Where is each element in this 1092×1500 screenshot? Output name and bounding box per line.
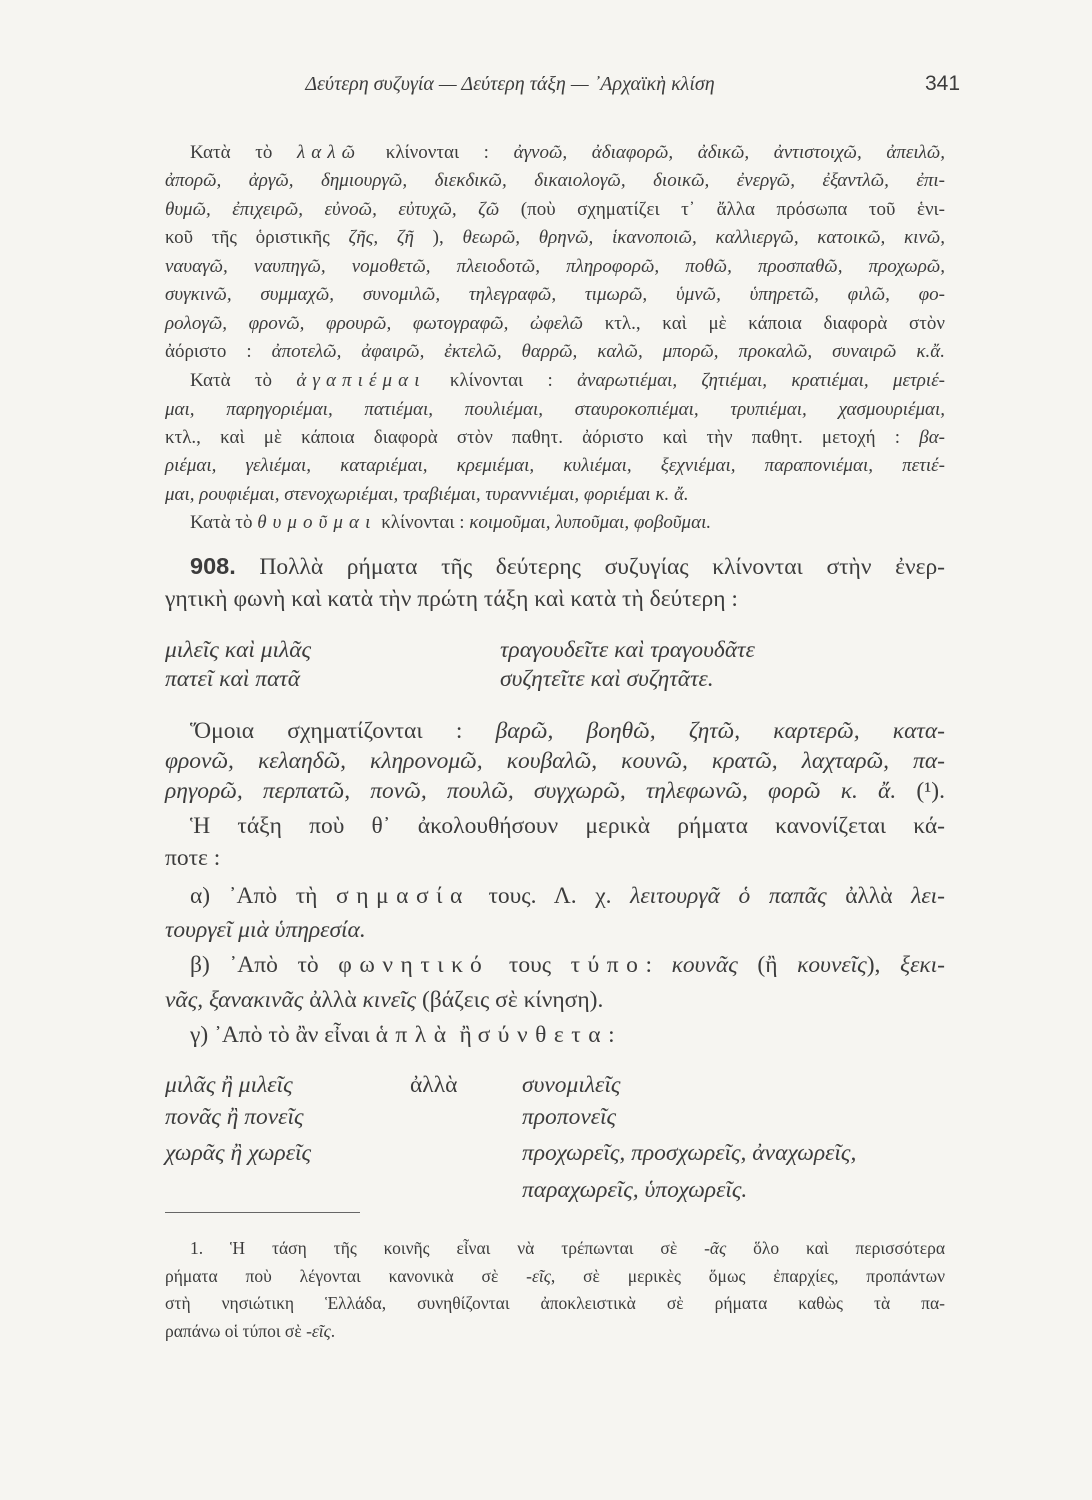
compound-table-cell: παραχωρεῖς, ὑποχωρεῖς. xyxy=(522,1177,748,1203)
text-run: Κατὰ τὸ xyxy=(190,141,297,163)
text-run: 1. Ἡ τάση τῆς κοινῆς εἶναι νὰ τρέπωνται σὲ xyxy=(190,1238,705,1259)
text-run: θυμοῦμαι xyxy=(257,511,377,533)
text-run: ξεκι- xyxy=(900,952,946,979)
text-line xyxy=(165,228,945,247)
text-line xyxy=(165,750,945,774)
text-line xyxy=(165,342,945,361)
text-run: γητικὴ φωνὴ καὶ κατὰ τὴν πρώτη τάξη καὶ κατὰ τὴ δεύτερη : xyxy=(165,586,738,613)
text-line xyxy=(190,1024,945,1048)
text-line xyxy=(165,456,945,475)
text-run: Πολλὰ ρήματα τῆς δεύτερης συζυγίας κλίνονται στὴν ἐνερ- xyxy=(235,554,945,581)
text-run: -ᾶς xyxy=(704,1238,727,1259)
text-line xyxy=(165,847,945,871)
text-run: θυμῶ, ἐπιχειρῶ, εὐνοῶ, εὐτυχῶ, ζῶ xyxy=(165,198,500,220)
footnote-divider xyxy=(165,1212,360,1213)
text-run: σημασία xyxy=(336,883,470,910)
text-run: λει- xyxy=(911,883,945,910)
text-run: α) ᾽Απὸ τὴ xyxy=(190,883,337,910)
text-run: β) ᾽Απὸ τὸ xyxy=(190,952,339,979)
example-table-cell: μιλεῖς καὶ μιλᾶς xyxy=(165,637,312,663)
text-line xyxy=(165,314,945,333)
text-run: ὅλο καὶ περισσότερα xyxy=(726,1238,946,1259)
text-run: βαρῶ, βοηθῶ, ζητῶ, καρτερῶ, κατα- xyxy=(495,718,945,745)
text-run: : xyxy=(645,952,672,979)
text-run: ἀλλὰ xyxy=(303,987,363,1014)
example-table-cell: πατεῖ καὶ πατᾶ xyxy=(165,666,301,692)
text-line xyxy=(190,954,945,978)
text-line xyxy=(165,780,945,804)
text-run: ποτε : xyxy=(165,845,221,872)
text-run: , σὲ μερικὲς ὅμως ἐπαρχίες, προπάντων xyxy=(550,1266,945,1287)
text-run: (ποὺ σχηματίζει τ᾽ ἄλλα πρόσωπα τοῦ ἑνι- xyxy=(499,198,945,220)
text-run: τους. Λ. χ. xyxy=(469,883,631,910)
running-header: Δεύτερη συζυγία — Δεύτερη τάξη — ᾽Αρχαϊκὴ κλίση xyxy=(305,73,715,95)
text-line xyxy=(165,200,945,219)
text-run: Κατὰ τὸ xyxy=(190,369,297,391)
text-line xyxy=(190,513,945,532)
text-run: φωνητικό xyxy=(338,952,490,979)
text-line xyxy=(165,989,945,1013)
text-line xyxy=(190,143,945,162)
text-run: τύπο xyxy=(570,952,646,979)
text-run: συγκινῶ, συμμαχῶ, συνομιλῶ, τηλεγραφῶ, τιμωρῶ, ὑμνῶ, ὑπηρετῶ, φιλῶ, φο- xyxy=(165,283,945,305)
text-run: τουργεῖ μιὰ ὑπηρεσία. xyxy=(165,917,366,944)
text-run: Κατὰ τὸ xyxy=(190,511,258,533)
text-line xyxy=(165,1323,945,1341)
text-run: ἀόριστο : xyxy=(165,340,272,362)
text-run: στὴ νησιώτικη Ἑλλάδα, συνηθίζονται ἀποκλειστικὰ σὲ ρήματα καθὼς τὰ πα- xyxy=(165,1293,945,1314)
text-line xyxy=(190,885,945,909)
text-run: (βάζεις σὲ κίνηση). xyxy=(416,987,604,1014)
text-run: ἀποτελῶ, ἀφαιρῶ, ἐκτελῶ, θαρρῶ, καλῶ, μπορῶ, προκαλῶ, συναιρῶ κ.ἄ. xyxy=(271,340,945,362)
text-run: φρονῶ, κελαηδῶ, κληρονομῶ, κουβαλῶ, κουνῶ, κρατῶ, λαχταρῶ, πα- xyxy=(165,748,945,775)
text-run: ρήματα ποὺ λέγονται κανονικὰ σὲ xyxy=(165,1266,527,1287)
text-line xyxy=(165,171,945,190)
text-run: τους xyxy=(489,952,571,979)
text-run: νᾶς, ξανακινᾶς xyxy=(165,987,304,1014)
text-run: κτλ., καὶ μὲ κάποια διαφορὰ στὸν παθητ. ἀόριστο καὶ τὴν παθητ. μετοχή : xyxy=(165,426,920,448)
text-run: ραπάνω οἱ τύποι σὲ xyxy=(165,1321,307,1342)
text-run: μαι, ρουφιέμαι, στενοχωριέμαι, τραβιέμαι, τυραννιέμαι, φοριέμαι κ. ἄ. xyxy=(165,483,689,505)
text-run: κτλ., καὶ μὲ κάποια διαφορὰ στὸν xyxy=(583,312,945,334)
text-run: -εῖς xyxy=(526,1266,551,1287)
text-line xyxy=(190,815,945,839)
text-run: ἁπλὰ xyxy=(375,1022,454,1049)
compound-table-cell: χωρᾶς ἢ χωρεῖς xyxy=(165,1140,312,1166)
text-run: θεωρῶ, θρηνῶ, ἱκανοποιῶ, καλλιεργῶ, κατοικῶ, κινῶ, xyxy=(462,226,945,248)
text-run: κουνᾶς xyxy=(671,952,738,979)
text-run: λειτουργᾶ ὁ παπᾶς xyxy=(630,883,827,910)
text-run: ναυαγῶ, ναυπηγῶ, νομοθετῶ, πλειοδοτῶ, πληροφορῶ, ποθῶ, προσπαθῶ, προχωρῶ, xyxy=(165,255,945,277)
text-line xyxy=(165,1295,945,1313)
text-run: ἀλλὰ xyxy=(826,883,912,910)
text-run: . xyxy=(330,1321,336,1342)
compound-table-cell: ἀλλὰ xyxy=(410,1072,458,1098)
text-run: κινεῖς xyxy=(362,987,417,1014)
text-run: λαλῶ xyxy=(296,141,362,163)
text-run: : xyxy=(608,1022,615,1049)
page-number: 341 xyxy=(925,72,961,95)
text-run: Ὅμοια σχηματίζονται : xyxy=(190,718,496,745)
text-run: (ἢ xyxy=(737,952,798,979)
text-run: ἀγνοῶ, ἀδιαφορῶ, ἀδικῶ, ἀντιστοιχῶ, ἀπειλῶ, xyxy=(513,141,946,163)
text-run: βα- xyxy=(919,426,945,448)
section-number: 908. xyxy=(190,553,236,580)
text-line xyxy=(190,720,945,744)
text-run: ἢ xyxy=(453,1022,478,1049)
text-line xyxy=(165,428,945,447)
text-line xyxy=(165,285,945,304)
text-line xyxy=(165,400,945,419)
example-table-cell: συζητεῖτε καὶ συζητᾶτε. xyxy=(500,666,714,692)
text-line xyxy=(165,485,945,504)
text-run: (¹). xyxy=(896,778,945,805)
text-line xyxy=(165,257,945,276)
compound-table-cell: συνομιλεῖς xyxy=(522,1072,621,1098)
text-run: Ἡ τάξη ποὺ θ᾽ ἀκολουθήσουν μερικὰ ρήματα κανονίζεται κά- xyxy=(190,813,945,840)
compound-table-cell: μιλᾶς ἢ μιλεῖς xyxy=(165,1072,293,1098)
text-run: γ) ᾽Απὸ τὸ ἂν εἶναι xyxy=(190,1022,376,1049)
text-run: ρηγορῶ, περπατῶ, πονῶ, πουλῶ, συγχωρῶ, τηλεφωνῶ, φορῶ κ. ἄ. xyxy=(165,778,897,805)
text-line xyxy=(165,919,945,943)
text-run: κλίνονται : xyxy=(376,511,470,533)
text-run: κοιμοῦμαι, λυποῦμαι, φοβοῦμαι. xyxy=(469,511,712,533)
text-run: σύνθετα xyxy=(477,1022,609,1049)
text-line xyxy=(190,1240,945,1258)
text-run: κοῦ τῆς ὁριστικῆς xyxy=(165,226,349,248)
text-run: ζῆς, ζῆ xyxy=(348,226,414,248)
text-run: κλίνονται : xyxy=(361,141,514,163)
text-line xyxy=(190,371,945,390)
text-line xyxy=(190,555,945,580)
compound-table-cell: προχωρεῖς, προσχωρεῖς, ἀναχωρεῖς, xyxy=(522,1140,857,1166)
text-run: ριέμαι, γελιέμαι, καταριέμαι, κρεμιέμαι, κυλιέμαι, ξεχνιέμαι, παραπονιέμαι, πετιέ- xyxy=(165,454,945,476)
text-run: ), xyxy=(866,952,901,979)
text-run: κουνεῖς xyxy=(797,952,867,979)
text-line xyxy=(165,588,945,612)
text-run: ἀγαπιέμαι xyxy=(296,369,426,391)
text-run: κλίνονται : xyxy=(425,369,578,391)
compound-table-cell: προπονεῖς xyxy=(522,1104,617,1130)
example-table-cell: τραγουδεῖτε καὶ τραγουδᾶτε xyxy=(500,637,755,663)
text-run: -εῖς xyxy=(306,1321,331,1342)
compound-table-cell: πονᾶς ἢ πονεῖς xyxy=(165,1104,304,1130)
text-run: μαι, παρηγοριέμαι, πατιέμαι, πουλιέμαι, σταυροκοπιέμαι, τρυπιέμαι, χασμουριέμαι, xyxy=(165,398,945,420)
text-run: ), xyxy=(413,226,463,248)
text-line xyxy=(165,1268,945,1286)
text-run: ἀναρωτιέμαι, ζητιέμαι, κρατιέμαι, μετριέ- xyxy=(577,369,946,391)
text-run: ἀπορῶ, ἀργῶ, δημιουργῶ, διεκδικῶ, δικαιολογῶ, διοικῶ, ἐνεργῶ, ἐξαντλῶ, ἐπι- xyxy=(165,169,945,191)
text-run: ρολογῶ, φρονῶ, φρουρῶ, φωτογραφῶ, ὠφελῶ xyxy=(165,312,584,334)
